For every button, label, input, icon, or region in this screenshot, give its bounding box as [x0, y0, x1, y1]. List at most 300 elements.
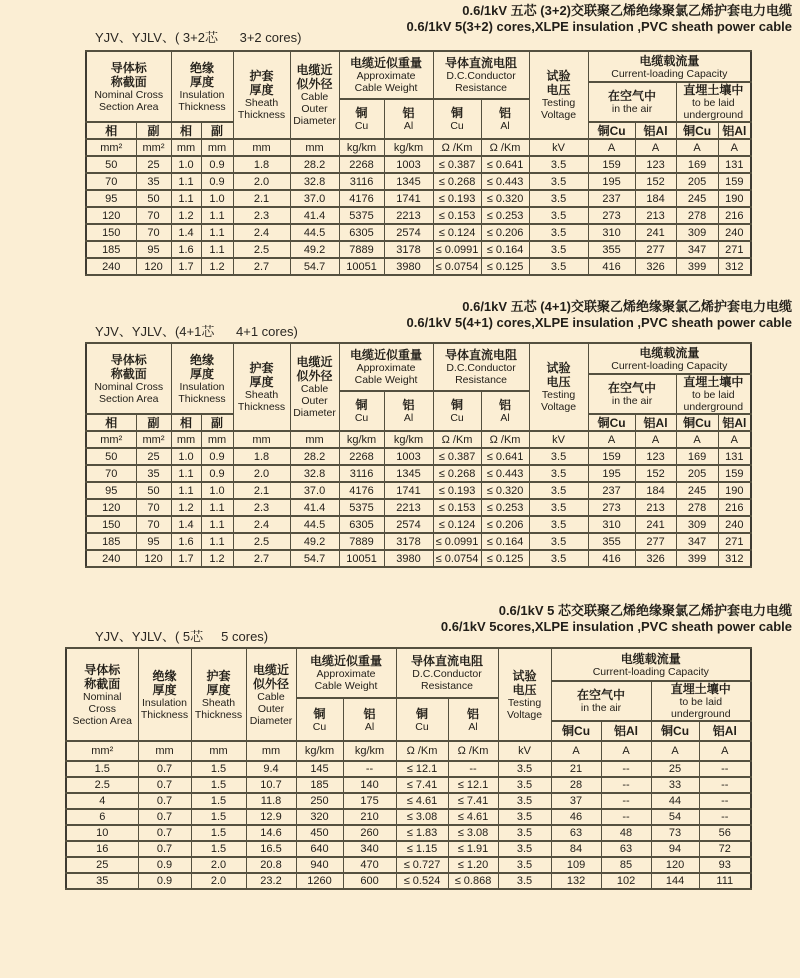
header-text-en: Cable [300, 91, 329, 103]
data-cell: 70 [136, 224, 171, 241]
data-cell: ≤ 0.0754 [433, 258, 481, 275]
header-cell [551, 721, 601, 741]
table-row [86, 156, 751, 173]
header-cell [339, 343, 433, 391]
header-text-en: in the air [611, 103, 653, 115]
data-cell: 159 [718, 173, 751, 190]
data-cell: 28 [551, 777, 601, 793]
header-text-cn: 厚度 [152, 682, 177, 697]
data-cell: ≤ 0.0991 [433, 241, 481, 258]
data-cell: 273 [588, 499, 635, 516]
data-cell: 5375 [339, 499, 384, 516]
table-row [66, 841, 751, 857]
unit-cell: A [551, 741, 601, 761]
header-text-cn: 厚度 [190, 74, 215, 89]
data-cell: 1.5 [191, 777, 246, 793]
data-cell: 205 [676, 465, 718, 482]
data-cell: 3178 [384, 533, 433, 550]
data-cell: 1345 [384, 173, 433, 190]
header-text-cn: 绝缘 [190, 352, 215, 367]
data-cell: ≤ 0.443 [481, 173, 529, 190]
header-cell [601, 721, 651, 741]
data-cell: 33 [651, 777, 699, 793]
header-text-cn: 铜Cu [597, 123, 626, 138]
data-cell: 245 [676, 482, 718, 499]
data-cell: 3116 [339, 173, 384, 190]
data-cell: 1.2 [171, 499, 201, 516]
data-cell: 470 [343, 857, 396, 873]
header-cell [651, 681, 751, 721]
data-cell: 3.5 [498, 793, 551, 809]
data-cell: ≤ 0.193 [433, 482, 481, 499]
data-cell: 44.5 [290, 516, 339, 533]
data-cell: 150 [86, 224, 136, 241]
header-cell [384, 391, 433, 431]
data-cell: 3.5 [529, 465, 588, 482]
header-row [86, 51, 751, 82]
data-cell: 3116 [339, 465, 384, 482]
header-text-en: Al [403, 120, 414, 132]
data-cell: 3.5 [498, 761, 551, 777]
header-text-en: Voltage [507, 708, 543, 721]
header-text-cn: 导体直流电阻 [445, 348, 518, 362]
data-cell: 145 [296, 761, 343, 777]
header-text-en: Approximate [356, 362, 416, 374]
header-text-cn: 铝 [363, 706, 376, 721]
table-row [66, 809, 751, 825]
data-cell: 3.5 [529, 533, 588, 550]
data-cell: 54.7 [290, 258, 339, 275]
header-cell [171, 51, 233, 122]
header-cell [676, 414, 718, 431]
header-text-en: Diameter [293, 115, 336, 127]
header-text-cn: 电压 [546, 375, 571, 389]
header-cell [718, 122, 751, 139]
data-cell: 241 [635, 224, 676, 241]
header-text-cn: 铜Cu [661, 724, 690, 738]
header-cell [136, 414, 171, 431]
table-row [66, 793, 751, 809]
data-cell: 278 [676, 499, 718, 516]
data-cell: 2268 [339, 448, 384, 465]
data-cell: 32.8 [290, 173, 339, 190]
header-text-cn: 似外径 [296, 369, 333, 383]
header-cell [718, 414, 751, 431]
data-cell: 44.5 [290, 224, 339, 241]
data-cell: 213 [635, 207, 676, 224]
data-cell: 132 [551, 873, 601, 889]
header-text-en: Outer [301, 395, 328, 407]
unit-cell: kg/km [343, 741, 396, 761]
unit-cell: mm² [86, 139, 136, 156]
header-text-en: D.C.Conductor [412, 668, 482, 680]
unit-cell: kg/km [339, 139, 384, 156]
data-cell: 309 [676, 516, 718, 533]
data-cell: ≤ 0.268 [433, 465, 481, 482]
data-cell: 237 [588, 482, 635, 499]
table-row [86, 550, 751, 567]
data-cell: 0.7 [138, 825, 191, 841]
header-cell [588, 82, 676, 122]
header-row [66, 648, 751, 681]
data-cell: 940 [296, 857, 343, 873]
header-text-cn: 铝Al [643, 415, 668, 430]
data-cell: 1.1 [171, 190, 201, 207]
header-text-cn: 在空气中 [608, 381, 657, 395]
data-cell: 1.2 [201, 258, 233, 275]
header-text-cn: 相 [180, 415, 193, 430]
data-cell: 0.9 [201, 173, 233, 190]
data-cell: 4 [66, 793, 138, 809]
data-cell: ≤ 12.1 [396, 761, 448, 777]
data-cell: 23.2 [246, 873, 296, 889]
header-cell [138, 648, 191, 741]
data-cell: 10051 [339, 550, 384, 567]
header-text-cn: 称截面 [110, 366, 147, 381]
data-cell: ≤ 0.206 [481, 224, 529, 241]
data-cell: 2213 [384, 207, 433, 224]
data-cell: 63 [601, 841, 651, 857]
data-cell: 355 [588, 241, 635, 258]
data-cell: 1.0 [171, 448, 201, 465]
data-cell: 2.1 [233, 482, 290, 499]
data-cell: 277 [635, 241, 676, 258]
header-text-cn: 铜Cu [683, 415, 712, 430]
header-text-en: Cross [88, 702, 116, 715]
data-cell: 3.5 [529, 207, 588, 224]
header-text-en: Testing [507, 696, 542, 709]
data-cell: 3.5 [498, 857, 551, 873]
data-cell: 1.1 [201, 516, 233, 533]
data-cell: -- [699, 809, 751, 825]
data-cell: 1.5 [191, 825, 246, 841]
data-cell: 0.9 [201, 448, 233, 465]
data-cell: -- [699, 761, 751, 777]
data-cell: 2.3 [233, 207, 290, 224]
unit-cell: A [588, 139, 635, 156]
data-cell: 1.4 [171, 516, 201, 533]
data-cell: 10.7 [246, 777, 296, 793]
header-text-cn: 铝 [467, 706, 480, 721]
data-cell: 1.6 [171, 241, 201, 258]
data-cell: 1.1 [201, 224, 233, 241]
data-cell: 2574 [384, 516, 433, 533]
data-cell: ≤ 0.253 [481, 499, 529, 516]
data-cell: 277 [635, 533, 676, 550]
header-text-cn: 试验 [546, 69, 571, 83]
header-text-en: Cable Weight [354, 82, 418, 94]
header-cell [171, 122, 201, 139]
section1-title [407, 3, 792, 35]
data-cell: 0.7 [138, 841, 191, 857]
data-cell: 131 [718, 448, 751, 465]
data-cell: 6305 [339, 516, 384, 533]
header-text-en: Cable Weight [314, 680, 378, 692]
data-cell: 355 [588, 533, 635, 550]
data-cell: 3.5 [529, 448, 588, 465]
header-text-cn: 称截面 [84, 676, 121, 691]
unit-cell: A [601, 741, 651, 761]
data-cell: 2.3 [233, 499, 290, 516]
data-cell: ≤ 0.387 [433, 448, 481, 465]
data-cell: 21 [551, 761, 601, 777]
header-cell [588, 122, 635, 139]
data-cell: 25 [651, 761, 699, 777]
header-text-en: Current-loading Capacity [611, 67, 728, 80]
header-text-en: Approximate [356, 70, 416, 82]
unit-cell: Ω /Km [396, 741, 448, 761]
header-cell [171, 414, 201, 431]
data-cell: 123 [635, 448, 676, 465]
data-cell: 70 [86, 173, 136, 190]
header-text-cn: 导体标 [110, 352, 147, 367]
header-text-cn: 铜 [451, 106, 464, 120]
header-text-cn: 导体直流电阻 [411, 654, 484, 668]
header-text-en: Resistance [421, 680, 473, 692]
header-text-en: Al [468, 720, 478, 733]
data-cell: 1.1 [201, 533, 233, 550]
data-cell: 123 [635, 156, 676, 173]
data-cell: ≤ 0.387 [433, 156, 481, 173]
header-text-cn: 电缆近似重量 [310, 654, 383, 668]
header-text-cn: 相 [180, 123, 193, 138]
header-text-en: Cu [312, 720, 327, 733]
unit-cell: mm [246, 741, 296, 761]
header-text-cn: 副 [211, 415, 224, 430]
section3-title-en: 0.6/1kV 5cores,XLPE insulation ,PVC sheath power cable [440, 619, 792, 634]
header-text-cn: 铜 [355, 398, 368, 412]
data-cell: ≤ 0.253 [481, 207, 529, 224]
data-cell: 70 [86, 465, 136, 482]
data-cell: 1.2 [171, 207, 201, 224]
header-cell [676, 374, 751, 414]
header-text-cn: 厚度 [190, 366, 215, 381]
header-cell [343, 698, 396, 741]
data-cell: 35 [136, 465, 171, 482]
header-text-cn: 副 [211, 123, 224, 138]
header-text-cn: 铜 [416, 706, 429, 721]
data-cell: 2.0 [233, 465, 290, 482]
header-text-en: underground [671, 708, 731, 720]
data-cell: 84 [551, 841, 601, 857]
header-cell [529, 51, 588, 139]
header-text-en: Sheath [244, 97, 279, 109]
data-cell: 159 [588, 448, 635, 465]
data-cell: ≤ 7.41 [396, 777, 448, 793]
header-cell [588, 374, 676, 414]
data-cell: 3.5 [498, 809, 551, 825]
data-cell: 16 [66, 841, 138, 857]
table-row [86, 258, 751, 275]
data-cell: 1003 [384, 156, 433, 173]
data-cell: 3178 [384, 241, 433, 258]
data-cell: 7889 [339, 533, 384, 550]
data-cell: 250 [296, 793, 343, 809]
data-cell: 4176 [339, 482, 384, 499]
unit-cell: mm² [86, 431, 136, 448]
header-text-en: Resistance [455, 374, 508, 386]
data-cell: -- [601, 793, 651, 809]
unit-cell: A [651, 741, 699, 761]
header-cell [171, 343, 233, 414]
unit-cell: mm [191, 741, 246, 761]
section3-series-label: YJV、YJLV、( 5芯 5 cores) [95, 629, 269, 644]
table-row [86, 516, 751, 533]
data-cell: 399 [676, 550, 718, 567]
header-text-en: Thickness [178, 392, 226, 405]
data-cell: 3.5 [529, 258, 588, 275]
data-cell: 109 [551, 857, 601, 873]
data-cell: 1.1 [201, 241, 233, 258]
header-cell [201, 122, 233, 139]
data-cell: 0.7 [138, 777, 191, 793]
header-text-cn: 导体标 [110, 60, 147, 75]
header-text-cn: 铝 [402, 398, 415, 412]
header-text-en: to be laid [679, 696, 723, 708]
data-cell: 278 [676, 207, 718, 224]
header-text-en: Current-loading Capacity [611, 359, 728, 372]
unit-cell: kg/km [339, 431, 384, 448]
data-cell: ≤ 0.124 [433, 516, 481, 533]
header-text-en: Cable [257, 690, 285, 703]
data-cell: 3980 [384, 550, 433, 567]
header-cell [246, 648, 296, 741]
table-row [86, 190, 751, 207]
header-cell [551, 681, 651, 721]
data-cell: 63 [551, 825, 601, 841]
data-cell: 16.5 [246, 841, 296, 857]
data-cell: 2.5 [233, 533, 290, 550]
data-cell: 49.2 [290, 241, 339, 258]
header-text-cn: 铝Al [614, 724, 639, 738]
data-cell: 28.2 [290, 156, 339, 173]
data-cell: 14.6 [246, 825, 296, 841]
data-cell: 3.5 [498, 873, 551, 889]
header-cell [433, 51, 529, 99]
header-text-cn: 在空气中 [608, 89, 657, 103]
data-cell: ≤ 0.0991 [433, 533, 481, 550]
header-cell [433, 391, 481, 431]
data-cell: 5375 [339, 207, 384, 224]
header-cell [233, 343, 290, 431]
header-cell [339, 51, 433, 99]
header-text-cn: 护套 [206, 668, 231, 683]
header-cell [651, 721, 699, 741]
data-cell: ≤ 1.20 [448, 857, 498, 873]
data-cell: 140 [343, 777, 396, 793]
header-text-en: Outer [301, 103, 328, 115]
data-cell: 1.7 [171, 550, 201, 567]
data-cell: -- [343, 761, 396, 777]
units-row [86, 139, 751, 156]
header-text-cn: 试验 [546, 361, 571, 375]
data-cell: 0.7 [138, 761, 191, 777]
header-text-cn: 铝Al [722, 415, 747, 430]
header-cell [588, 414, 635, 431]
spec-table [65, 647, 752, 890]
data-cell: 175 [343, 793, 396, 809]
unit-cell: kV [529, 431, 588, 448]
data-cell: 56 [699, 825, 751, 841]
data-cell: ≤ 0.320 [481, 190, 529, 207]
data-cell: 240 [718, 516, 751, 533]
data-cell: 54 [651, 809, 699, 825]
header-cell [296, 698, 343, 741]
header-text-cn: 导体标 [84, 662, 121, 677]
data-cell: ≤ 3.08 [448, 825, 498, 841]
data-cell: 245 [676, 190, 718, 207]
data-cell: 2.4 [233, 224, 290, 241]
header-text-cn: 厚度 [206, 682, 231, 697]
header-text-en: Nominal Cross [94, 380, 164, 393]
data-cell: 240 [86, 258, 136, 275]
unit-cell: A [588, 431, 635, 448]
data-cell: ≤ 4.61 [396, 793, 448, 809]
data-cell: ≤ 0.206 [481, 516, 529, 533]
data-cell: 216 [718, 207, 751, 224]
header-text-en: in the air [580, 702, 622, 714]
data-cell: 2.5 [66, 777, 138, 793]
data-cell: 70 [136, 499, 171, 516]
header-text-en: Voltage [541, 401, 577, 413]
header-text-en: Cu [354, 412, 369, 424]
data-cell: ≤ 12.1 [448, 777, 498, 793]
header-text-cn: 直埋土壤中 [683, 375, 744, 389]
data-cell: 1.1 [171, 173, 201, 190]
header-text-en: Testing [541, 389, 576, 401]
data-cell: 41.4 [290, 499, 339, 516]
data-cell: 0.9 [138, 857, 191, 873]
data-cell: 213 [635, 499, 676, 516]
data-cell: 310 [588, 224, 635, 241]
header-cell [551, 648, 751, 681]
header-cell [676, 122, 718, 139]
data-cell: 6305 [339, 224, 384, 241]
data-cell: 25 [136, 156, 171, 173]
data-cell: 3.5 [529, 241, 588, 258]
data-cell: 2.7 [233, 550, 290, 567]
data-cell: -- [448, 761, 498, 777]
header-text-en: D.C.Conductor [446, 362, 516, 374]
header-cell [339, 99, 384, 139]
header-text-en: Al [500, 120, 510, 132]
data-cell: 1.4 [171, 224, 201, 241]
data-cell: ≤ 0.153 [433, 499, 481, 516]
header-text-en: D.C.Conductor [446, 70, 516, 82]
header-text-en: Insulation [142, 696, 187, 709]
data-cell: ≤ 1.91 [448, 841, 498, 857]
header-text-cn: 铝Al [722, 123, 747, 138]
data-cell: ≤ 0.641 [481, 156, 529, 173]
data-cell: 195 [588, 173, 635, 190]
data-cell: 48 [601, 825, 651, 841]
table-row [66, 825, 751, 841]
section2-title [407, 299, 792, 331]
header-text-cn: 导体直流电阻 [445, 56, 518, 70]
data-cell: 2.0 [233, 173, 290, 190]
data-cell: 450 [296, 825, 343, 841]
data-cell: 1.8 [233, 448, 290, 465]
data-cell: 111 [699, 873, 751, 889]
data-cell: 1003 [384, 448, 433, 465]
header-text-cn: 铝 [499, 398, 512, 412]
data-cell: ≤ 0.268 [433, 173, 481, 190]
data-cell: ≤ 0.524 [396, 873, 448, 889]
header-text-en: Thickness [140, 708, 189, 721]
unit-cell: A [699, 741, 751, 761]
header-text-cn: 护套 [249, 69, 274, 83]
data-cell: 1.0 [201, 190, 233, 207]
